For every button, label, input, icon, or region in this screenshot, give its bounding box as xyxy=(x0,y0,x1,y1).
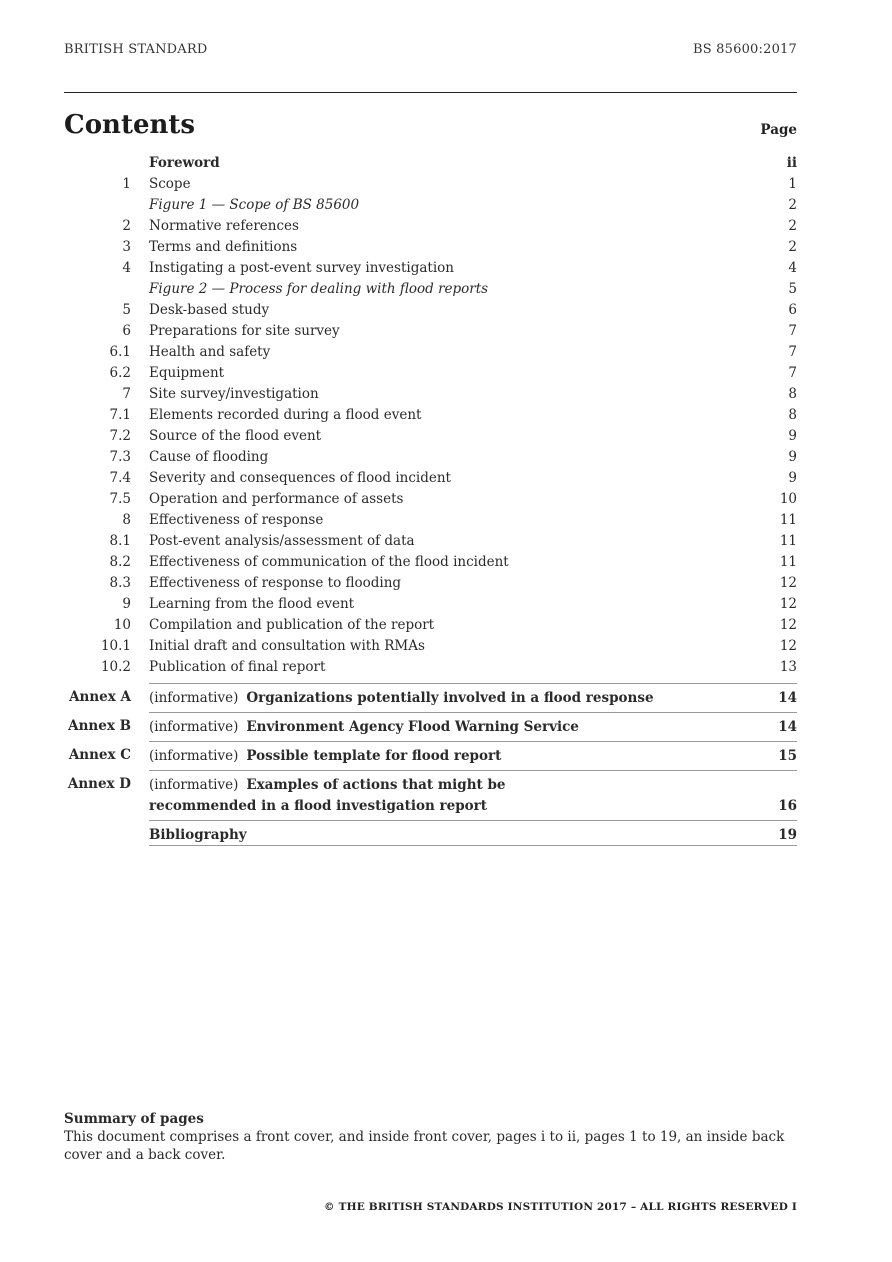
annex-page: 15 xyxy=(778,748,797,764)
toc-entry-number: 7.3 xyxy=(109,449,131,465)
annex-title: Examples of actions that might be recommended in a flood investigation report xyxy=(149,777,506,814)
toc-entry-number: 8.1 xyxy=(109,533,131,549)
toc-entry-number: 10.1 xyxy=(100,638,131,654)
toc-entry[interactable] xyxy=(64,636,797,657)
toc-entry-page: 7 xyxy=(788,323,797,339)
toc-entry-title: Site survey/investigation xyxy=(149,386,319,402)
annex-type: (informative) xyxy=(149,777,239,793)
toc-entry-number: 7 xyxy=(122,386,131,402)
toc-entry[interactable] xyxy=(64,615,797,636)
toc-entry[interactable] xyxy=(64,258,797,279)
annex-row[interactable] xyxy=(64,683,797,712)
toc-entry-number: 5 xyxy=(122,302,131,318)
toc-entry[interactable] xyxy=(64,405,797,426)
bibliography-page: 19 xyxy=(778,827,797,843)
toc-entry[interactable] xyxy=(64,489,797,510)
toc-entry-number: 6.1 xyxy=(109,344,131,360)
toc-entry-number: 7.2 xyxy=(109,428,131,444)
toc-entry-number: 8.2 xyxy=(109,554,131,570)
toc-entry-number: 7.5 xyxy=(109,491,131,507)
toc-entry-title: Figure 1 — Scope of BS 85600 xyxy=(149,197,360,213)
toc-entry-title: Figure 2 — Process for dealing with flood reports xyxy=(149,281,489,297)
toc-entry-page: 7 xyxy=(788,344,797,360)
toc-entry-title: Equipment xyxy=(149,365,225,381)
toc-bottom-rule xyxy=(149,845,797,846)
toc-entry-page: 9 xyxy=(788,428,797,444)
annex-page: 14 xyxy=(778,690,797,706)
annex-label: Annex D xyxy=(67,776,131,792)
toc-entry[interactable] xyxy=(64,384,797,405)
annex-label: Annex C xyxy=(68,747,131,763)
toc-entry-title: Effectiveness of communication of the flood incident xyxy=(149,554,509,570)
toc-entry-page: 4 xyxy=(788,260,797,276)
toc-entry[interactable] xyxy=(64,657,797,678)
toc-entry-title: Severity and consequences of flood incident xyxy=(149,470,451,486)
toc-entry-page: 11 xyxy=(779,512,797,528)
toc-entry-title: Publication of final report xyxy=(149,659,326,675)
summary-of-pages xyxy=(64,1110,797,1164)
annex-type: (informative) xyxy=(149,690,239,706)
annex-label: Annex B xyxy=(68,718,131,734)
toc-list xyxy=(64,153,797,678)
toc-entry[interactable] xyxy=(64,426,797,447)
toc-entry-page: 12 xyxy=(779,638,797,654)
toc-entry-page: 11 xyxy=(779,533,797,549)
toc-entry-number: 8 xyxy=(122,512,131,528)
toc-entry[interactable] xyxy=(64,174,797,195)
page-title: Contents xyxy=(64,110,196,140)
toc-entry-title: Cause of flooding xyxy=(149,449,269,465)
annex-title: Environment Agency Flood Warning Service xyxy=(246,719,579,735)
toc-entry-title: Compilation and publication of the report xyxy=(149,617,435,633)
toc-entry-title: Instigating a post-event survey investigation xyxy=(149,260,454,276)
annex-type: (informative) xyxy=(149,748,239,764)
toc-entry-number: 10.2 xyxy=(100,659,131,675)
annex-row[interactable] xyxy=(64,741,797,770)
annex-page: 16 xyxy=(778,798,797,814)
toc-entry-title: Health and safety xyxy=(149,344,271,360)
toc-entry-page: 10 xyxy=(779,491,797,507)
toc-entry-page: 2 xyxy=(788,197,797,213)
toc-entry[interactable] xyxy=(64,363,797,384)
toc-entry[interactable] xyxy=(64,237,797,258)
summary-text: This document comprises a front cover, and inside front cover, pages i to ii, pages 1 to 19, an inside back cover and a back cover. xyxy=(64,1129,785,1163)
toc-entry-number xyxy=(64,195,131,216)
toc-entry-title: Preparations for site survey xyxy=(149,323,340,339)
toc-entry[interactable] xyxy=(64,300,797,321)
toc-entry-number xyxy=(64,279,131,300)
toc-entry[interactable] xyxy=(64,510,797,531)
annex-type: (informative) xyxy=(149,719,239,735)
toc-entry-number: 3 xyxy=(122,239,131,255)
summary-heading: Summary of pages xyxy=(64,1111,204,1127)
toc-entry-number: 9 xyxy=(122,596,131,612)
toc-entry-page: 2 xyxy=(788,239,797,255)
annex-title: Organizations potentially involved in a flood response xyxy=(246,690,654,706)
annex-title: Possible template for flood report xyxy=(246,748,502,764)
toc-entry-title: Post-event analysis/assessment of data xyxy=(149,533,415,549)
toc-entry-page: 8 xyxy=(788,407,797,423)
toc-entry-number: 8.3 xyxy=(109,575,131,591)
toc-entry-title: Effectiveness of response xyxy=(149,512,324,528)
toc-entry-number xyxy=(64,153,131,174)
running-header-left: BRITISH STANDARD xyxy=(64,42,208,57)
toc-entry-title: Effectiveness of response to flooding xyxy=(149,575,402,591)
toc-entry-page: 5 xyxy=(788,281,797,297)
toc-entry-title: Source of the flood event xyxy=(149,428,322,444)
toc-entry-page: ii xyxy=(786,155,797,171)
annex-row[interactable] xyxy=(64,770,797,820)
toc-entry[interactable] xyxy=(64,342,797,363)
toc-entry-page: 9 xyxy=(788,470,797,486)
annex-row[interactable] xyxy=(64,712,797,741)
annex-list xyxy=(64,683,797,849)
toc-entry[interactable] xyxy=(64,552,797,573)
toc-entry-number: 7.1 xyxy=(109,407,131,423)
toc-entry-number: 10 xyxy=(113,617,131,633)
toc-entry[interactable] xyxy=(64,195,797,216)
toc-entry[interactable] xyxy=(64,531,797,552)
toc-entry-number: 7.4 xyxy=(109,470,131,486)
toc-entry-number: 2 xyxy=(122,218,131,234)
toc-entry-page: 12 xyxy=(779,617,797,633)
copyright-footer: © THE BRITISH STANDARDS INSTITUTION 2017 – ALL RIGHTS RESERVED I xyxy=(324,1201,797,1213)
header-rule xyxy=(64,92,797,93)
toc-entry[interactable] xyxy=(64,447,797,468)
toc-entry-page: 11 xyxy=(779,554,797,570)
toc-entry-number: 1 xyxy=(122,176,131,192)
toc-entry-title: Initial draft and consultation with RMAs xyxy=(149,638,425,654)
page-column-label: Page xyxy=(760,122,797,138)
toc-entry-page: 13 xyxy=(779,659,797,675)
toc-entry[interactable] xyxy=(64,573,797,594)
toc-entry-title: Normative references xyxy=(149,218,299,234)
toc-entry-page: 9 xyxy=(788,449,797,465)
toc-entry-title: Elements recorded during a flood event xyxy=(149,407,422,423)
toc-entry-title: Learning from the flood event xyxy=(149,596,355,612)
toc-entry-page: 12 xyxy=(779,575,797,591)
toc-entry-title: Scope xyxy=(149,176,191,192)
toc-entry-title: Foreword xyxy=(149,155,220,171)
toc-entry-title: Operation and performance of assets xyxy=(149,491,404,507)
toc-entry-page: 1 xyxy=(788,176,797,192)
toc-entry-page: 7 xyxy=(788,365,797,381)
toc-entry-number: 4 xyxy=(122,260,131,276)
toc-entry[interactable] xyxy=(64,216,797,237)
toc-entry[interactable] xyxy=(64,321,797,342)
toc-entry[interactable] xyxy=(64,468,797,489)
toc-entry-title: Desk-based study xyxy=(149,302,270,318)
annex-page: 14 xyxy=(778,719,797,735)
toc-entry-page: 6 xyxy=(788,302,797,318)
toc-entry[interactable] xyxy=(64,153,797,174)
toc-entry-page: 12 xyxy=(779,596,797,612)
bibliography-title: Bibliography xyxy=(149,827,247,843)
toc-entry[interactable] xyxy=(64,594,797,615)
toc-entry-page: 2 xyxy=(788,218,797,234)
toc-entry-number: 6.2 xyxy=(109,365,131,381)
toc-entry-page: 8 xyxy=(788,386,797,402)
toc-entry-title: Terms and definitions xyxy=(149,239,298,255)
annex-label: Annex A xyxy=(69,689,131,705)
toc-entry-number: 6 xyxy=(122,323,131,339)
running-header-right: BS 85600:2017 xyxy=(692,42,797,57)
toc-entry[interactable] xyxy=(64,279,797,300)
